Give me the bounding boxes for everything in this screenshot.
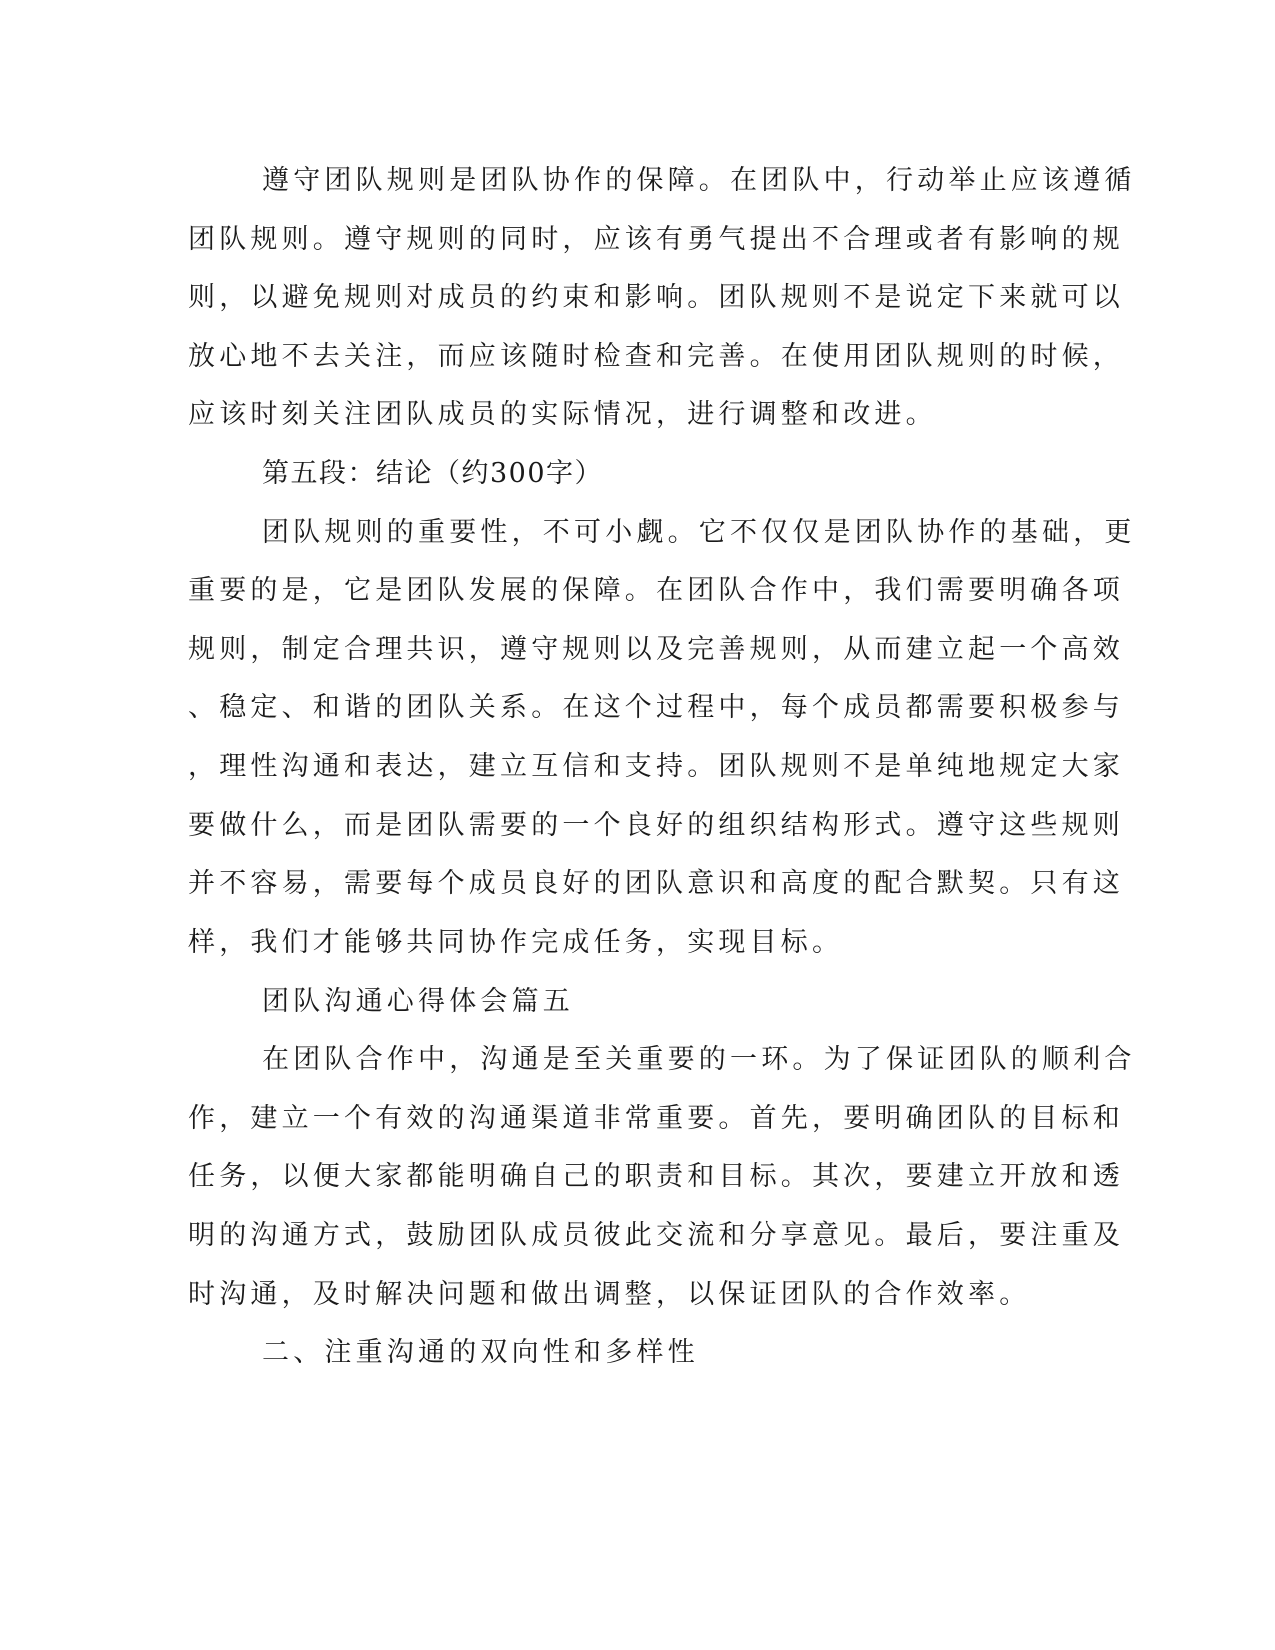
paragraph-line: 遵守团队规则是团队协作的保障。在团队中，行动举止应该遵循 [262, 165, 1136, 196]
paragraph-line: 团队规则。遵守规则的同时，应该有勇气提出不合理或者有影响的规 [188, 224, 1124, 255]
paragraph-line: 作，建立一个有效的沟通渠道非常重要。首先，要明确团队的目标和 [188, 1103, 1124, 1134]
section-heading: 二、注重沟通的双向性和多样性 [262, 1337, 699, 1368]
section-heading: 团队沟通心得体会篇五 [262, 986, 574, 1017]
paragraph-line: 则，以避免规则对成员的约束和影响。团队规则不是说定下来就可以 [188, 282, 1124, 313]
paragraph-line: 、稳定、和谐的团队关系。在这个过程中，每个成员都需要积极参与 [188, 692, 1124, 723]
paragraph-line: 规则，制定合理共识，遵守规则以及完善规则，从而建立起一个高效 [188, 634, 1124, 665]
section-heading: 第五段：结论（约300字） [262, 458, 604, 489]
paragraph-line: 要做什么，而是团队需要的一个良好的组织结构形式。遵守这些规则 [188, 810, 1124, 841]
paragraph-line: 并不容易，需要每个成员良好的团队意识和高度的配合默契。只有这 [188, 868, 1124, 899]
paragraph-line: 样，我们才能够共同协作完成任务，实现目标。 [188, 927, 844, 958]
paragraph-line: 在团队合作中，沟通是至关重要的一环。为了保证团队的顺利合 [262, 1044, 1136, 1075]
paragraph-line: 应该时刻关注团队成员的实际情况，进行调整和改进。 [188, 399, 937, 430]
paragraph-line: 时沟通，及时解决问题和做出调整，以保证团队的合作效率。 [188, 1279, 1031, 1310]
paragraph-line: 放心地不去关注，而应该随时检查和完善。在使用团队规则的时候， [188, 341, 1124, 372]
paragraph-line: 明的沟通方式，鼓励团队成员彼此交流和分享意见。最后，要注重及 [188, 1220, 1124, 1251]
paragraph-line: ，理性沟通和表达，建立互信和支持。团队规则不是单纯地规定大家 [188, 751, 1124, 782]
paragraph-line: 团队规则的重要性，不可小觑。它不仅仅是团队协作的基础，更 [262, 517, 1136, 548]
paragraph-line: 任务，以便大家都能明确自己的职责和目标。其次，要建立开放和透 [188, 1161, 1124, 1192]
paragraph-line: 重要的是，它是团队发展的保障。在团队合作中，我们需要明确各项 [188, 575, 1124, 606]
